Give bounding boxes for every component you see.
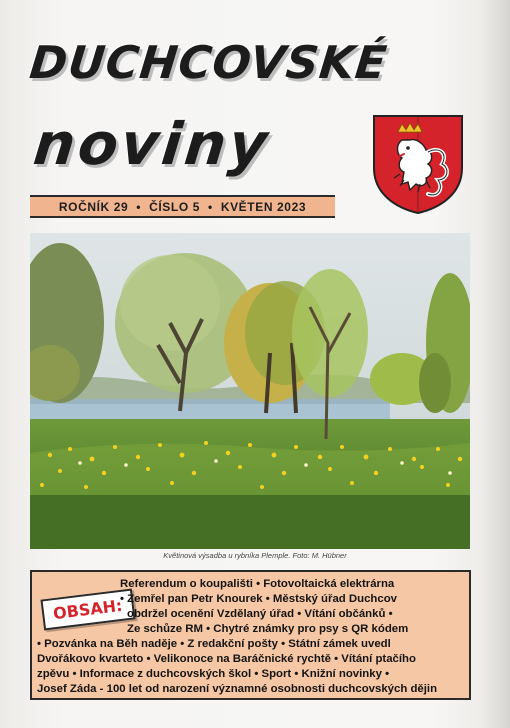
- contents-line: Referendum o koupališti • Fotovoltaická elektrárna: [120, 578, 395, 590]
- contents-label: OBSAH:: [40, 589, 135, 631]
- contents-line: Josef Záda - 100 let od narození významné osobnosti duchcovských dějin: [37, 683, 438, 695]
- issue-separator: •: [136, 199, 142, 214]
- contents-line: Dvořákovo kvarteto • Velikonoce na Baráčnické rychtě • Vítání ptačího: [37, 653, 416, 665]
- issue-separator: •: [208, 199, 213, 214]
- cover-photo: [30, 233, 470, 549]
- contents-line: obdržel ocenění Vzdělaný úřad • Vítání občánků •: [127, 608, 393, 620]
- issue-date: KVĚTEN 2023: [220, 199, 307, 214]
- contents-line: • Pozvánka na Běh naděje • Z redakční pošty • Státní zámek uvedl: [37, 638, 391, 650]
- contents-line: zpěvu • Informace z duchcovských škol • Sport • Knižní novinky •: [37, 668, 390, 680]
- contents-line: Ze schůze RM • Chytré známky pro psy s QR kódem: [127, 623, 409, 635]
- town-coat-of-arms: [368, 110, 468, 214]
- contents-line: • Zemřel pan Petr Knourek • Městský úřad Duchcov: [120, 593, 398, 605]
- issue-info-bar: [30, 195, 335, 218]
- masthead-title-line2: noviny: [30, 110, 274, 178]
- page-edge-shadow: [482, 0, 510, 728]
- issue-year: ROČNÍK 29: [58, 199, 129, 214]
- photo-caption: Květinová výsadba u rybníka Plemple. Foto: M. Hübner: [163, 551, 347, 560]
- masthead-title-line1: DUCHCOVSKÉ: [27, 36, 390, 89]
- contents-box: [30, 570, 471, 700]
- issue-number: ČÍSLO 5: [149, 199, 200, 214]
